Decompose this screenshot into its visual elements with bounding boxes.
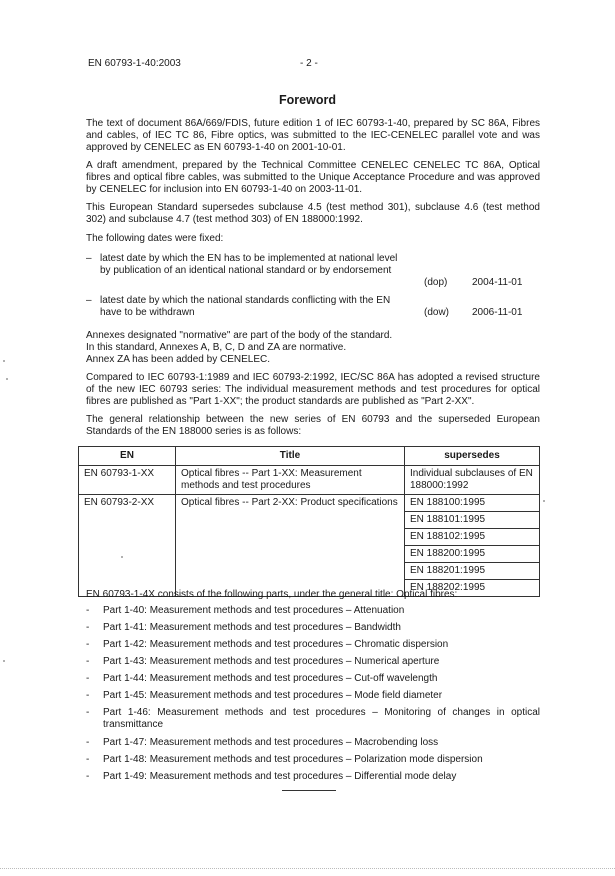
paragraph-3: This European Standard supersedes subclause 4.5 (test method 301), subclause 4.6 (test method 302) and subclause 4.7 (test method 303) of EN 188000:1992.	[86, 202, 540, 225]
list-dash: -	[86, 771, 90, 782]
scan-speck	[3, 360, 5, 362]
supersedes-line: EN 188200:1995	[405, 546, 539, 563]
scan-speck	[6, 378, 8, 380]
date-item-text: latest date by which the EN has to be implemented at national level by publication of an identical national standard or by endorsement	[100, 253, 398, 276]
paragraph-5: Compared to IEC 60793-1:1989 and IEC 60793-2:1992, IEC/SC 86A has adopted a revised structure of the new IEC 60793 series: The individual measurement methods and test procedures for optical fibres are published as "Part 1-XX"; the product standards are published as "Part 2-XX".	[86, 372, 540, 407]
part-text: Part 1-44: Measurement methods and test procedures – Cut-off wavelength	[103, 673, 438, 684]
date-value: 2004-11-01	[472, 277, 523, 288]
supersedes-line: EN 188102:1995	[405, 529, 539, 546]
col-header-title: Title	[176, 447, 405, 466]
date-item-text: latest date by which the national standards conflicting with the EN have to be withdrawn	[100, 295, 391, 318]
part-text: Part 1-48: Measurement methods and test procedures – Polarization mode dispersion	[103, 754, 483, 765]
part-text: Part 1-45: Measurement methods and test procedures – Mode field diameter	[103, 690, 443, 701]
relationship-table	[78, 446, 540, 597]
scan-speck	[543, 500, 545, 502]
col-header-supersedes: supersedes	[405, 447, 540, 466]
scan-speck	[121, 556, 123, 558]
list-dash: –	[86, 295, 92, 306]
paragraph-1: The text of document 86A/669/FDIS, future edition 1 of IEC 60793-1-40, prepared by SC 86A, Fibres and cables, of IEC TC 86, Fibre optics, was submitted to the IEC-CENELEC parallel vote and was approved by CENELEC as EN 60793-1-40 on 2001-10-01.	[86, 118, 540, 153]
part-text: Part 1-49: Measurement methods and test procedures – Differential mode delay	[103, 771, 457, 782]
supersedes-line: EN 188100:1995	[405, 495, 539, 512]
cell-en: EN 60793-1-XX	[79, 466, 176, 495]
list-dash: -	[86, 656, 90, 667]
part-text: Part 1-47: Measurement methods and test procedures – Macrobending loss	[103, 737, 439, 748]
annex-line: Annexes designated "normative" are part of the body of the standard.	[86, 330, 393, 341]
page-bottom-edge	[0, 868, 615, 869]
part-text: Part 1-41: Measurement methods and test procedures – Bandwidth	[103, 622, 401, 633]
part-text: Part 1-43: Measurement methods and test procedures – Numerical aperture	[103, 656, 440, 667]
list-dash: -	[86, 707, 90, 718]
end-rule	[282, 790, 336, 791]
col-header-en: EN	[79, 447, 176, 466]
annex-note	[86, 330, 540, 366]
supersedes-line: EN 188201:1995	[405, 563, 539, 580]
table-row	[79, 495, 540, 597]
list-dash: -	[86, 737, 90, 748]
parts-intro: EN 60793-1-4X consists of the following parts, under the general title: Optical fibres:	[86, 589, 458, 600]
part-text: Part 1-40: Measurement methods and test procedures – Attenuation	[103, 605, 405, 616]
table-row	[79, 466, 540, 495]
page-title: Foreword	[279, 93, 336, 107]
date-abbr: (dop)	[424, 277, 448, 288]
list-dash: –	[86, 253, 92, 264]
cell-supersedes	[405, 495, 540, 597]
date-abbr: (dow)	[424, 307, 450, 318]
cell-title: Optical fibres -- Part 2-XX: Product specifications	[176, 495, 405, 597]
cell-supersedes: Individual subclauses of EN 188000:1992	[405, 466, 540, 495]
table-header-row	[79, 447, 540, 466]
page-number: - 2 -	[300, 58, 318, 69]
scan-speck	[3, 660, 5, 662]
list-dash: -	[86, 639, 90, 650]
list-dash: -	[86, 605, 90, 616]
paragraph-6: The general relationship between the new series of EN 60793 and the superseded European Standards of the EN 188000 series is as follows:	[86, 414, 540, 437]
date-value: 2006-11-01	[472, 307, 523, 318]
document-id: EN 60793-1-40:2003	[88, 58, 181, 69]
list-dash: -	[86, 673, 90, 684]
part-text: Part 1-46: Measurement methods and test procedures – Monitoring of changes in optical transmittance	[103, 707, 540, 730]
annex-line: Annex ZA has been added by CENELEC.	[86, 354, 271, 365]
supersedes-line: EN 188202:1995	[410, 582, 486, 593]
paragraph-2: A draft amendment, prepared by the Technical Committee CENELEC CENELEC TC 86A, Optical fibres and optical fibre cables, was submitted to the Unique Acceptance Procedure and was approved by CENELEC for inclusion into EN 60793-1-40 on 2003-11-01.	[86, 160, 540, 195]
cell-title: Optical fibres -- Part 1-XX: Measurement methods and test procedures	[176, 466, 405, 495]
cell-en: EN 60793-2-XX	[79, 495, 176, 597]
supersedes-line: EN 188101:1995	[405, 512, 539, 529]
list-dash: -	[86, 622, 90, 633]
part-text: Part 1-42: Measurement methods and test procedures – Chromatic dispersion	[103, 639, 449, 650]
list-dash: -	[86, 754, 90, 765]
annex-line: In this standard, Annexes A, B, C, D and ZA are normative.	[86, 342, 347, 353]
paragraph-4: The following dates were fixed:	[86, 233, 224, 244]
list-dash: -	[86, 690, 90, 701]
